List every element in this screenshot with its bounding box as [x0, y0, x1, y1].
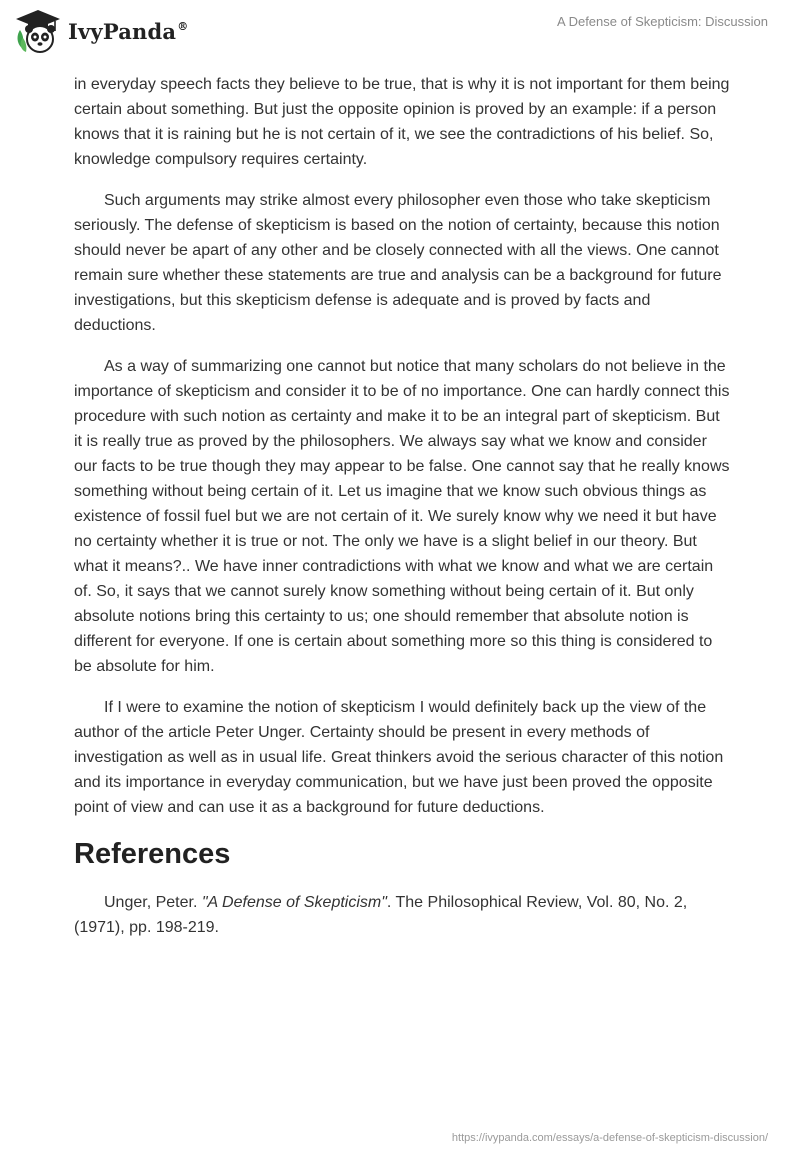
reference-details: . The Philosophical Review, Vol. 80, No. 2, (1971), pp. 198-219. [74, 894, 688, 936]
essay-body [74, 72, 730, 956]
document-title: A Defense of Skepticism: Discussion [557, 14, 768, 29]
page-header [0, 0, 800, 62]
brand-name [68, 19, 188, 44]
reference-author: Unger, Peter. [104, 894, 202, 911]
ivypanda-logo[interactable] [14, 8, 188, 54]
references-heading: References [74, 838, 231, 870]
body-paragraph: Such arguments may strike almost every philosopher even those who take skepticism seriously. The defense of skepticism is based on the notion of certainty, because this notion should never be apart of any other and be closely connected with all the views. One cannot remain sure whether these statements are true and analysis can be a background for future investigations, but this skepticism defense is adequate and is proved by facts and deductions. [74, 192, 722, 334]
panda-graduate-icon [14, 8, 62, 54]
body-paragraph: As a way of summarizing one cannot but notice that many scholars do not believe in the importance of skepticism and consider it to be of no importance. One can hardly connect this procedure with such notion as certainty and make it to be an integral part of skepticism. But it is really true as proved by the philosophers. We always say what we know and consider our facts to be true though they may appear to be false. One cannot say that he really knows something without being certain of it. Let us imagine that we know such obvious things as existence of fossil fuel but we are not certain of it. We surely know why we need it but have no certainty whether it is true or not. The only we have is a slight belief in our theory. But what it means?.. We have inner contradictions with what we know and what we are certain of. So, it says that we cannot surely know something without being certain of it. But only absolute notions bring this certainty to us; one should remember that absolute notion is different for everyone. If one is certain about something more so this thing is considered to be absolute for him. [74, 358, 730, 675]
reference-entry [74, 890, 730, 940]
body-paragraph: in everyday speech facts they believe to be true, that is why it is not important for them being certain about something. But just the opposite opinion is proved by an example: if a person knows that it is raining but he is not certain of it, we see the contradictions of his belief. So, knowledge compulsory requires certainty. [74, 76, 730, 168]
reference-title: "A Defense of Skepticism" [201, 894, 387, 911]
source-url[interactable]: https://ivypanda.com/essays/a-defense-of-skepticism-discussion/ [451, 1132, 768, 1144]
brand-label: IvyPanda [68, 18, 177, 44]
registered-mark: ® [177, 19, 189, 33]
body-paragraph: If I were to examine the notion of skepticism I would definitely back up the view of the author of the article Peter Unger. Certainty should be present in every methods of investigation as well as in usual life. Great thinkers avoid the serious character of this notion and its importance in everyday communication, but we have just been proved the opposite point of view and can use it as a background for future deductions. [74, 699, 724, 816]
